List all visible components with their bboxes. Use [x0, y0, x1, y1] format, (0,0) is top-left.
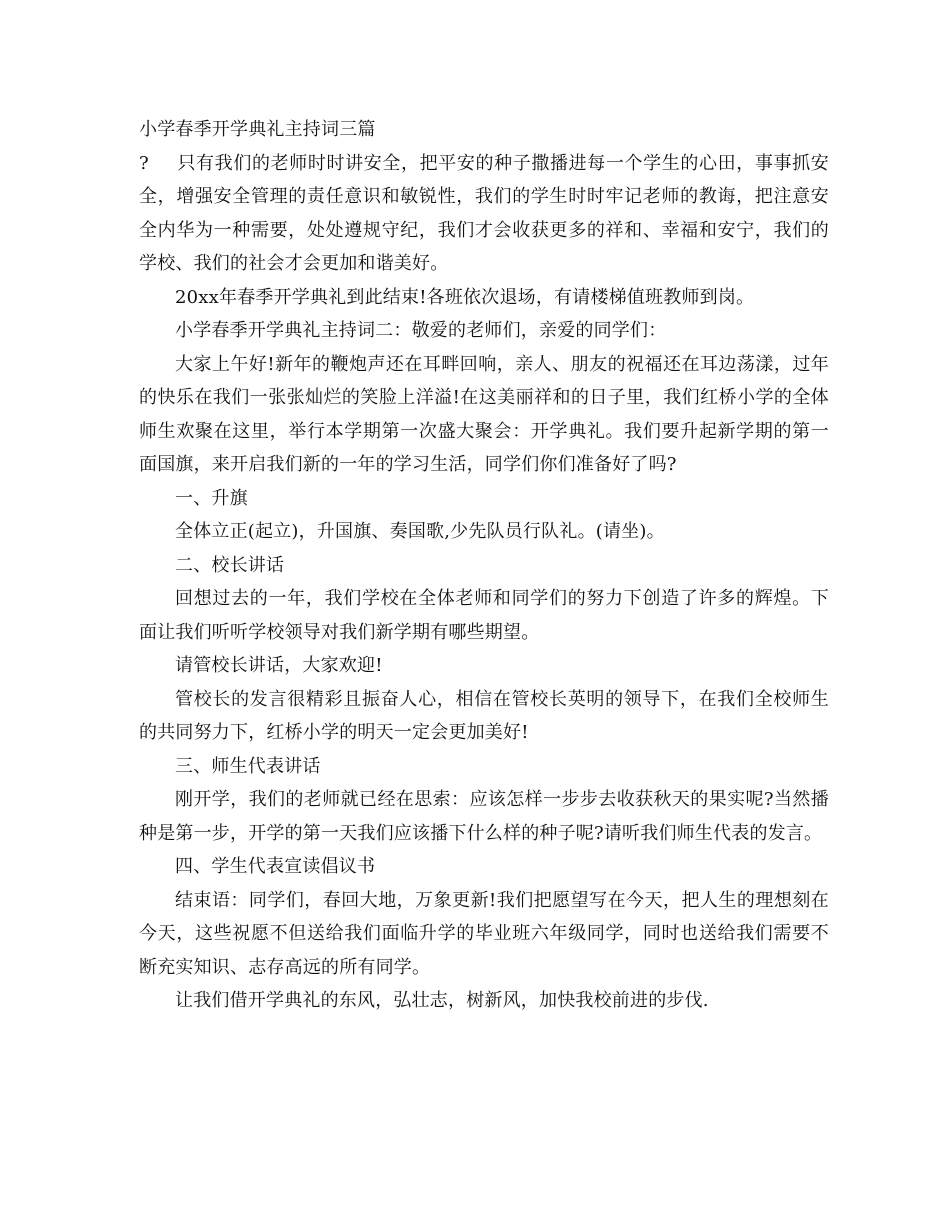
paragraph-7: 请管校长讲话，大家欢迎!: [175, 655, 383, 676]
paragraph-5: 全体立正(起立)，升国旗、奏国歌,少先队员行队礼。(请坐)。: [175, 521, 665, 542]
paragraph-10: 结束语：同学们，春回大地，万象更新!我们把愿望写在今天，把人生的理想刻在今天，这些祝愿不但送给我们面临升学的毕业班六年级同学，同时也送给我们需要不断充实知识、志存高远的所有同学。: [139, 889, 829, 978]
document-body: [139, 113, 829, 1018]
paragraph-8: 管校长的发言很精彩且振奋人心，相信在管校长英明的领导下，在我们全校师生的共同努力下，红桥小学的明天一定会更加美好!: [139, 688, 829, 743]
document-title: 小学春季开学典礼主持词三篇: [139, 119, 376, 140]
section-heading-1: 一、升旗: [175, 487, 248, 509]
paragraph-1-text: 只有我们的老师时时讲安全，把平安的种子撒播进每一个学生的心田，事事抓安全，增强安全管理的责任意识和敏锐性，我们的学生时时牢记老师的教诲，把注意安全内华为一种需要，处处遵规守纪，我们才会收获更多的祥和、幸福和安宁，我们的学校、我们的社会才会更加和谐美好。: [139, 152, 829, 274]
paragraph-3: 小学春季开学典礼主持词二：敬爱的老师们，亲爱的同学们：: [175, 320, 667, 341]
paragraph-4: 大家上午好!新年的鞭炮声还在耳畔回响，亲人、朋友的祝福还在耳边荡漾，过年的快乐在我们一张张灿烂的笑脸上洋溢!在这美丽祥和的日子里，我们红桥小学的全体师生欢聚在这里，举行本学期第一次盛大聚会：开学典礼。我们要升起新学期的第一面国旗，来开启我们新的一年的学习生活，同学们你们准备好了吗?: [139, 353, 829, 475]
section-heading-2: 二、校长讲话: [175, 554, 285, 576]
paragraph-6: 回想过去的一年，我们学校在全体老师和同学们的努力下创造了许多的辉煌。下面让我们听听学校领导对我们新学期有哪些期望。: [139, 588, 829, 643]
paragraph-9: 刚开学，我们的老师就已经在思索：应该怎样一步步去收获秋天的果实呢?当然播种是第一步，开学的第一天我们应该播下什么样的种子呢?请听我们师生代表的发言。: [139, 789, 829, 844]
section-heading-4: 四、学生代表宣读倡议书: [175, 856, 376, 877]
paragraph-1: [139, 147, 829, 281]
section-heading-3: 三、师生代表讲话: [175, 755, 321, 777]
paragraph-11: 让我们借开学典礼的东风，弘壮志，树新风，加快我校前进的步伐.: [175, 990, 709, 1011]
paragraph-2: 20xx年春季开学典礼到此结束!各班依次退场，有请楼梯值班教师到岗。: [175, 286, 755, 308]
unknown-glyph-mark: ?: [139, 152, 149, 174]
